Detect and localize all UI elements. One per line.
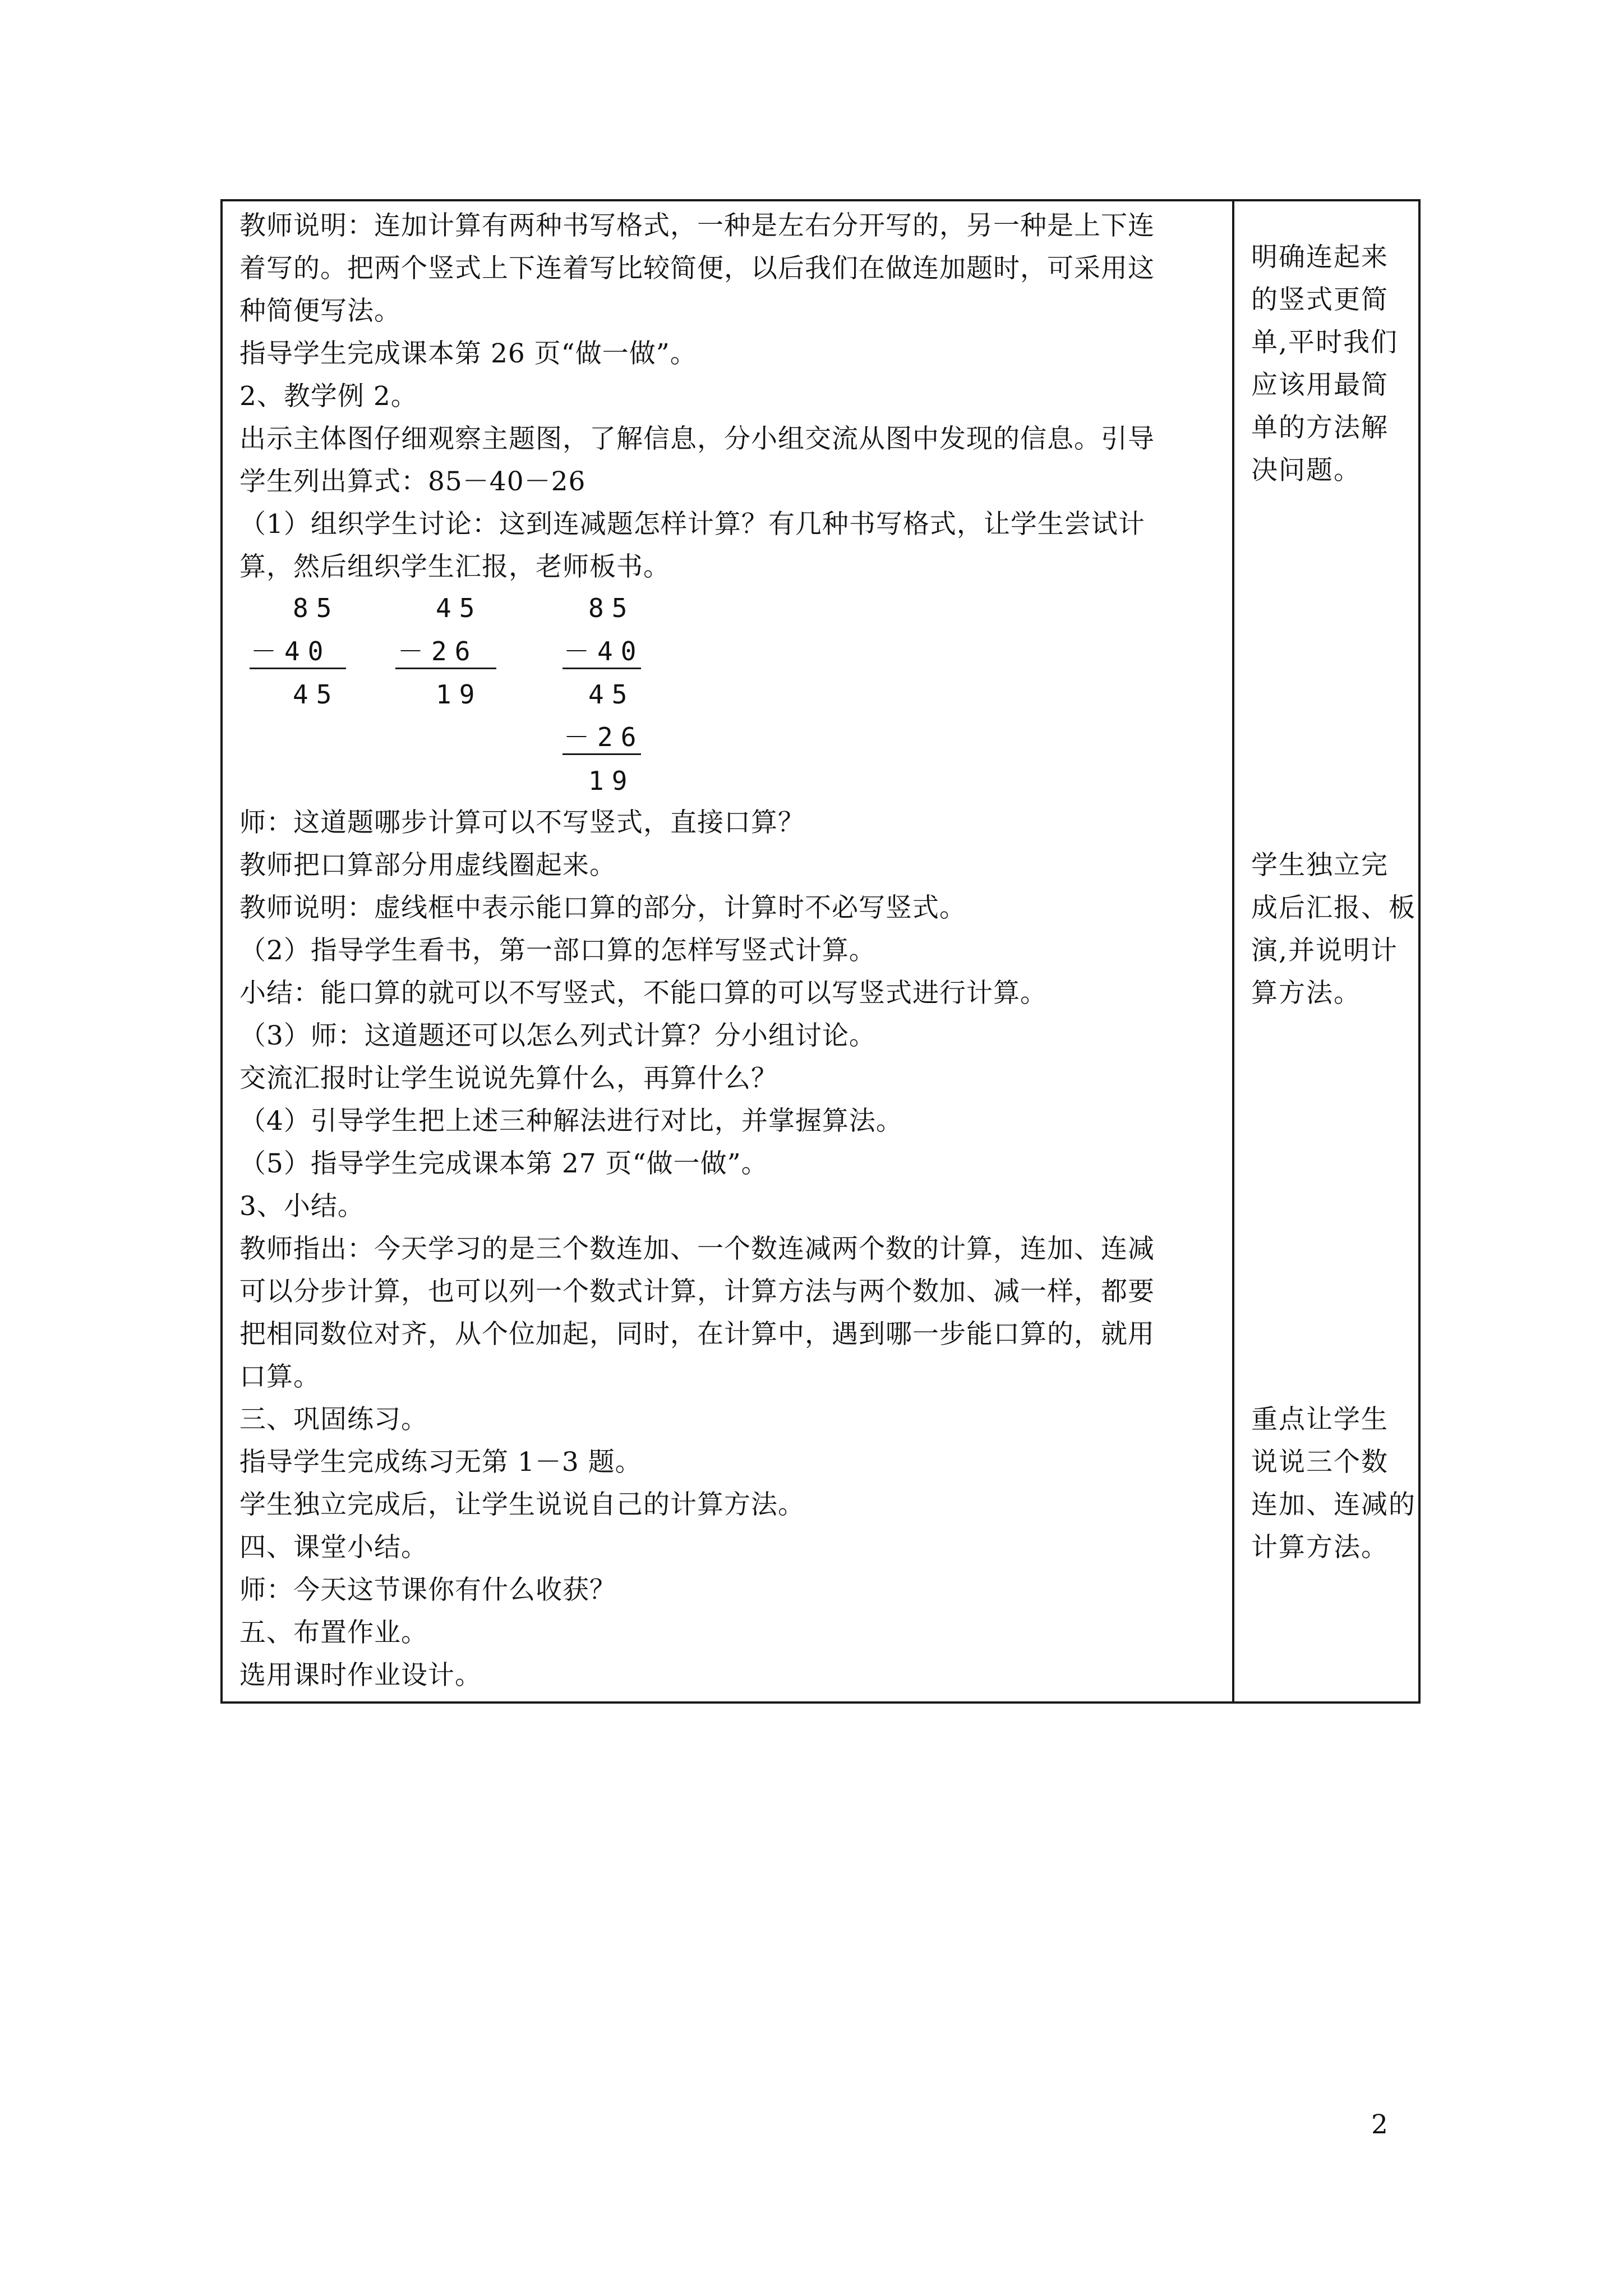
text-line: 把相同数位对齐，从个位加起，同时，在计算中，遇到哪一步能口算的，就用: [239, 1319, 1155, 1350]
calc-a-result: 45: [293, 679, 340, 710]
calc-c-middle: 45: [588, 679, 635, 710]
section-heading: 3、小结。: [239, 1191, 365, 1222]
calc-c-rule-2: [562, 753, 641, 755]
lesson-plan-table: [220, 199, 1421, 1704]
text-line: 教师把口算部分用虚线圈起来。: [239, 850, 616, 881]
calc-b-top: 45: [436, 593, 483, 623]
side-note-line: 单的方法解: [1251, 412, 1389, 443]
side-note-line: 算方法。: [1251, 978, 1361, 1009]
text-line: 选用课时作业设计。: [239, 1660, 482, 1691]
calc-c-result: 19: [588, 766, 635, 796]
side-note-line: 演,并说明计: [1251, 935, 1398, 966]
text-line: 出示主体图仔细观察主题图，了解信息，分小组交流从图中发现的信息。引导: [239, 424, 1155, 454]
text-line: （4）引导学生把上述三种解法进行对比，并掌握算法。: [239, 1106, 903, 1137]
side-note-line: 重点让学生: [1251, 1404, 1389, 1435]
text-line: 算，然后组织学生汇报，老师板书。: [239, 551, 670, 582]
page-number: 2: [1371, 2109, 1388, 2140]
text-line: 着写的。把两个竖式上下连着写比较简便，以后我们在做连加题时，可采用这: [239, 253, 1155, 284]
calc-a-top: 85: [293, 593, 340, 623]
section-heading: 五、布置作业。: [239, 1617, 428, 1648]
text-line: 教师说明：连加计算有两种书写格式，一种是左右分开写的，另一种是上下连: [239, 210, 1155, 241]
text-line: 指导学生完成课本第 26 页“做一做”。: [239, 338, 697, 369]
side-note-line: 明确连起来: [1251, 242, 1389, 273]
side-note-line: 单,平时我们: [1251, 327, 1398, 358]
text-line: （3）师：这道题还可以怎么列式计算？分小组讨论。: [239, 1020, 876, 1051]
section-heading: 四、课堂小结。: [239, 1532, 428, 1563]
text-line: 指导学生完成练习无第 1－3 题。: [239, 1447, 642, 1478]
calc-c-top: 85: [588, 593, 635, 623]
text-line: 可以分步计算，也可以列一个数式计算，计算方法与两个数加、减一样，都要: [239, 1276, 1155, 1307]
side-note-line: 连加、连减的: [1251, 1489, 1416, 1520]
text-line: 交流汇报时让学生说说先算什么，再算什么？: [239, 1063, 778, 1094]
calc-b-rule: [395, 668, 496, 669]
side-note-line: 决问题。: [1251, 455, 1361, 486]
side-note-line: 的竖式更简: [1251, 284, 1389, 315]
teaching-process-column: [223, 201, 1232, 1701]
side-note-line: 应该用最简: [1251, 370, 1389, 401]
calc-a-operand: －40: [251, 636, 331, 666]
text-line: （5）指导学生完成课本第 27 页“做一做”。: [239, 1148, 768, 1179]
text-line: 学生独立完成后，让学生说说自己的计算方法。: [239, 1489, 805, 1520]
text-line: 学生列出算式：85－40－26: [239, 466, 586, 497]
text-line: （1）组织学生讨论：这到连减题怎样计算？有几种书写格式，让学生尝试计: [239, 509, 1145, 540]
side-note-line: 说说三个数: [1251, 1447, 1389, 1478]
text-line: 口算。: [239, 1361, 320, 1392]
calc-b-operand: －26: [398, 636, 478, 666]
text-line: 师：今天这节课你有什么收获？: [239, 1575, 616, 1605]
calc-c-operand-1: －40: [564, 636, 644, 666]
calc-a-rule: [250, 668, 346, 669]
text-line: （2）指导学生看书，第一部口算的怎样写竖式计算。: [239, 935, 876, 966]
text-line: 种简便写法。: [239, 296, 401, 326]
design-notes-column: [1234, 201, 1419, 1701]
text-line: 教师说明：虚线框中表示能口算的部分，计算时不必写竖式。: [239, 892, 966, 923]
side-note-line: 学生独立完: [1251, 850, 1389, 881]
side-note-line: 计算方法。: [1251, 1532, 1389, 1563]
section-heading: 2、教学例 2。: [239, 381, 418, 412]
text-line: 师：这道题哪步计算可以不写竖式，直接口算？: [239, 807, 805, 838]
side-note-line: 成后汇报、板: [1251, 892, 1416, 923]
section-heading: 三、巩固练习。: [239, 1404, 428, 1435]
calc-b-result: 19: [436, 679, 483, 710]
calc-c-operand-2: －26: [564, 722, 644, 752]
calc-c-rule-1: [562, 668, 641, 669]
text-line: 小结：能口算的就可以不写竖式，不能口算的可以写竖式进行计算。: [239, 978, 1047, 1009]
text-line: 教师指出：今天学习的是三个数连加、一个数连减两个数的计算，连加、连减: [239, 1234, 1155, 1264]
